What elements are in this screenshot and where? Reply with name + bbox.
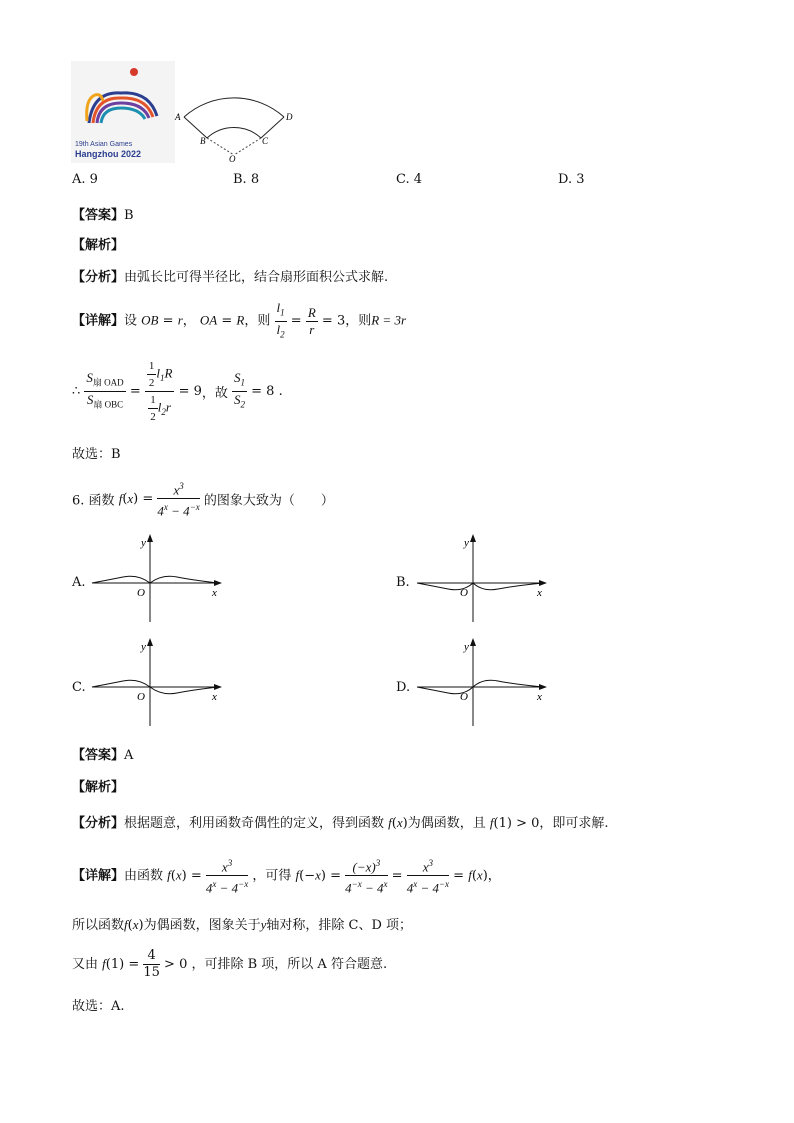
frac-num: 4	[143, 948, 160, 965]
fenxi-text: ，即可求解.	[539, 816, 609, 831]
origin-o: O	[137, 587, 145, 599]
frac-S-oad-obc: $\frac{S_{扇 OAD}}{S_{扇 OBC}}$	[86, 370, 124, 410]
detail-text: 又由	[72, 957, 99, 972]
sub-oad: 扇 OAD	[92, 378, 124, 388]
eq-sign: =	[217, 313, 237, 329]
q5-detail: 【详解】设 OB = r， OA = R，则 $\frac{l_1}{l_2}$ = $\frac{R}{r}$ = 3，则R = 3r	[72, 300, 406, 342]
fenxi-text: 为偶函数，且	[407, 816, 486, 831]
answer-value: B	[124, 208, 134, 223]
graph-b	[413, 534, 553, 624]
math-y: y	[260, 917, 267, 932]
detail-text: ，	[487, 868, 501, 884]
axis-y: y	[464, 537, 469, 549]
q6-frac-fx-again: $\frac{x^3}{4^x - 4^{-x}}$	[407, 855, 449, 897]
detail-text: ，则	[244, 313, 271, 329]
q6-suffix: 的图象大致为（ ）	[203, 493, 334, 509]
fenxi-tag: 【分析】	[72, 816, 125, 831]
detail-text: 轴对称，排除 C、D 项；	[266, 918, 413, 933]
q5-option-c: C. 4	[396, 172, 423, 187]
q5-option-d: D. 3	[558, 172, 585, 187]
origin-o: O	[460, 587, 468, 599]
sub-obc: 扇 OBC	[93, 399, 124, 410]
label-O: O	[229, 154, 236, 164]
q6-number: 6. 函数	[72, 493, 115, 509]
q6-frac-fx: $\frac{x^3}{4^x - 4^{-x}}$	[206, 855, 248, 897]
q5-answer	[72, 204, 134, 223]
half-den: 2	[148, 377, 155, 389]
q6-f1-line: 又由 f(1) = $\frac{4}{15}$ > 0 ，可排除 B 项，所以 A 符合题意.	[72, 948, 388, 980]
graph-c	[88, 638, 228, 728]
math-OB: OB	[141, 312, 159, 328]
q6-frac-f-negx: $\frac{(-x)^3}{4^{-x} - 4^x}$	[345, 855, 387, 897]
therefore-symbol: ∴	[72, 384, 81, 399]
detail-tag: 【详解】	[72, 868, 125, 884]
graph-d	[413, 638, 553, 728]
detail-tag: 【详解】	[72, 313, 125, 329]
frac-S1-S2: $\frac{S_1}{S_2}$	[234, 370, 246, 410]
logo-graphic	[71, 61, 175, 163]
math-r: r	[177, 312, 183, 328]
frac-R-r: $\frac{R}{r}$	[307, 304, 316, 337]
detail-text: ，故	[201, 386, 228, 401]
q6-choose: 故选：A.	[72, 999, 125, 1014]
q6-fenxi: 【分析】根据题意，利用函数奇偶性的定义，得到函数 f(x)为偶函数，且 f(1) > 0，即可求解.	[72, 815, 609, 831]
math-R: R	[236, 312, 245, 328]
asian-games-logo	[71, 61, 175, 163]
q5-fenxi	[72, 266, 388, 285]
axis-y: y	[464, 641, 469, 653]
comma: ，	[182, 313, 196, 329]
q5-choose: 故选：B	[72, 447, 121, 462]
frac-den: 15	[143, 965, 160, 980]
q6-func-frac: $\frac{x^3}{4^x - 4^{-x}}$	[157, 478, 199, 520]
detail-text: ，则	[345, 313, 372, 329]
half-num: 1	[147, 358, 157, 375]
q6-detail: 【详解】由函数 f(x) = $\frac{x^3}{4^x - 4^{-x}}$ ，可得 f(−x) = $\frac{(-x)^3}{4^{-x} - 4^x}$ = $\frac{x^3}{4^x - 4^{-x}}$ = f(x)，	[72, 855, 501, 897]
axis-x: x	[537, 691, 542, 703]
label-B: B	[200, 136, 206, 146]
answer-tag: 【答案】	[72, 208, 125, 223]
ratio-result: = 3	[321, 313, 346, 329]
answer-value: A	[124, 748, 134, 763]
frac-l1-l2: $\frac{l_1}{l_2}$	[276, 300, 285, 340]
label-A: A	[175, 112, 181, 122]
detail-text: 设	[124, 313, 138, 329]
q6-option-a-label: A.	[72, 575, 86, 590]
q6-option-d-label: D.	[396, 680, 411, 695]
q5-option-a: A. 9	[72, 172, 98, 187]
q6-frac-4-15	[143, 948, 160, 981]
axis-y: y	[141, 537, 146, 549]
q6-stem: 6. 函数 f(x) = $\frac{x^3}{4^x - 4^{-x}}$ 的图象大致为（ ）	[72, 478, 334, 520]
math-OA: OA	[199, 312, 218, 328]
detail-text: 为偶函数，图象关于	[143, 918, 261, 933]
detail-text: 由函数	[124, 868, 164, 884]
eq8: = 8 .	[251, 384, 283, 399]
eq-sign: =	[158, 313, 178, 329]
axis-x: x	[212, 691, 217, 703]
detail-text: 所以函数	[72, 918, 125, 933]
q5-analysis-tag: 【解析】	[72, 238, 125, 253]
half-den: 2	[150, 411, 156, 423]
math-R3r: R = 3r	[371, 312, 407, 328]
logo-line2: Hangzhou 2022	[75, 149, 142, 159]
half-num: 1	[148, 392, 158, 409]
fenxi-tag: 【分析】	[72, 270, 125, 285]
fenxi-text: 由弧长比可得半径比，结合扇形面积公式求解.	[124, 270, 389, 285]
q5-area-ratio: ∴ $\frac{S_{扇 OAD}}{S_{扇 OBC}}$ = $\frac{1}{2}$ $l_1R$ $\frac{1}{2}$ $l_2r$ = 9，故 $\frac{S_1}{S_2}$ = 8 .	[72, 360, 283, 423]
axis-y: y	[141, 641, 146, 653]
label-D: D	[286, 112, 293, 122]
axis-x: x	[212, 587, 217, 599]
detail-text: > 0 ，可排除 B 项，所以 A 符合题意.	[164, 957, 388, 972]
q6-even-line: 所以函数f(x)为偶函数，图象关于y轴对称，排除 C、D 项；	[72, 917, 413, 933]
q6-answer	[72, 744, 133, 763]
label-C: C	[262, 136, 269, 146]
q6-option-c-label: C.	[72, 680, 86, 695]
logo-line1: 19th Asian Games	[75, 141, 133, 148]
q5-option-b: B. 8	[233, 172, 260, 187]
graph-a	[88, 534, 228, 624]
frac-area-formula: $\frac{1}{2}$ $l_1R$ $\frac{1}{2}$ $l_2r$	[145, 358, 175, 425]
sector-diagram	[174, 62, 298, 164]
detail-text: ，可得	[252, 868, 292, 884]
answer-tag: 【答案】	[72, 748, 125, 763]
q6-analysis-tag: 【解析】	[72, 780, 125, 795]
q6-option-b-label: B.	[396, 575, 410, 590]
fenxi-text: 根据题意，利用函数奇偶性的定义，得到函数	[124, 816, 385, 831]
axis-x: x	[537, 587, 542, 599]
eq9: = 9	[178, 384, 202, 399]
origin-o: O	[137, 691, 145, 703]
origin-o: O	[460, 691, 468, 703]
